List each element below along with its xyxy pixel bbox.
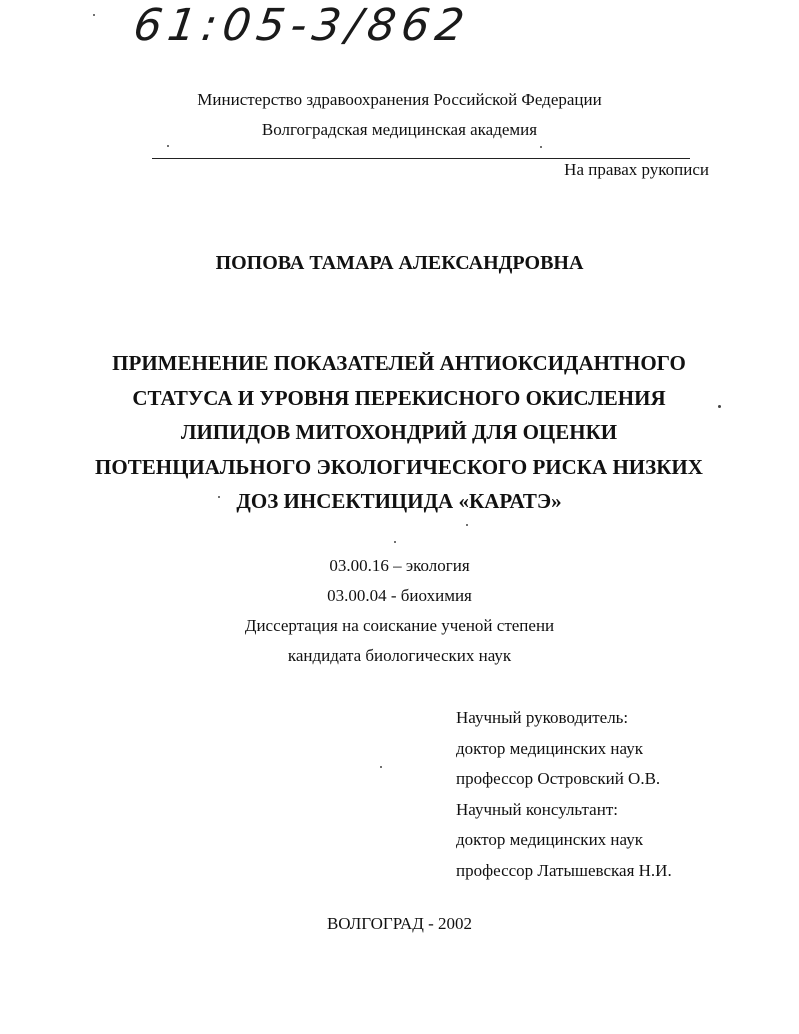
scan-speck	[167, 145, 169, 147]
scan-speck	[394, 541, 396, 543]
title-line: СТАТУСА И УРОВНЯ ПЕРЕКИСНОГО ОКИСЛЕНИЯ	[132, 385, 666, 410]
supervisor-label: Научный руководитель:	[456, 708, 629, 727]
scan-speck	[718, 405, 721, 408]
scan-speck	[93, 14, 95, 16]
title-line: ПРИМЕНЕНИЕ ПОКАЗАТЕЛЕЙ АНТИОКСИДАНТНОГО	[112, 351, 686, 375]
manuscript-note: На правах рукописи	[564, 160, 709, 179]
consultant-name: профессор Латышевская Н.И.	[456, 860, 672, 880]
scan-speck	[218, 496, 220, 498]
advisors-block	[456, 703, 672, 886]
title-line: ЛИПИДОВ МИТОХОНДРИЙ ДЛЯ ОЦЕНКИ	[180, 420, 618, 444]
academy-name: Волгоградская медицинская академия	[261, 120, 538, 139]
scan-speck	[380, 766, 382, 768]
specialty-ecology: 03.00.16 – экология	[329, 556, 470, 575]
handwritten-archive-code: 61:05-3/862	[130, 0, 474, 51]
scan-speck	[540, 146, 542, 148]
dissertation-title	[0, 346, 799, 519]
ministry-name: Министерство здравоохранения Российской Федерации	[197, 90, 602, 109]
city-year: ВОЛГОГРАД - 2002	[326, 914, 473, 933]
title-line: ПОТЕНЦИАЛЬНОГО ЭКОЛОГИЧЕСКОГО РИСКА НИЗКИХ	[95, 454, 703, 479]
degree-line-2: кандидата биологических наук	[287, 646, 512, 665]
consultant-label: Научный консультант:	[456, 799, 618, 819]
consultant-degree: доктор медицинских наук	[456, 830, 643, 849]
supervisor-degree: доктор медицинских наук	[456, 738, 643, 758]
scan-speck	[466, 524, 468, 526]
header-divider	[152, 158, 690, 159]
author-name: ПОПОВА ТАМАРА АЛЕКСАНДРОВНА	[215, 252, 584, 274]
title-line: ДОЗ ИНСЕКТИЦИДА «КАРАТЭ»	[236, 489, 562, 513]
degree-line-1: Диссертация на соискание ученой степени	[244, 616, 555, 635]
specialty-biochemistry: 03.00.04 - биохимия	[327, 586, 472, 605]
supervisor-name: профессор Островский О.В.	[456, 769, 661, 788]
